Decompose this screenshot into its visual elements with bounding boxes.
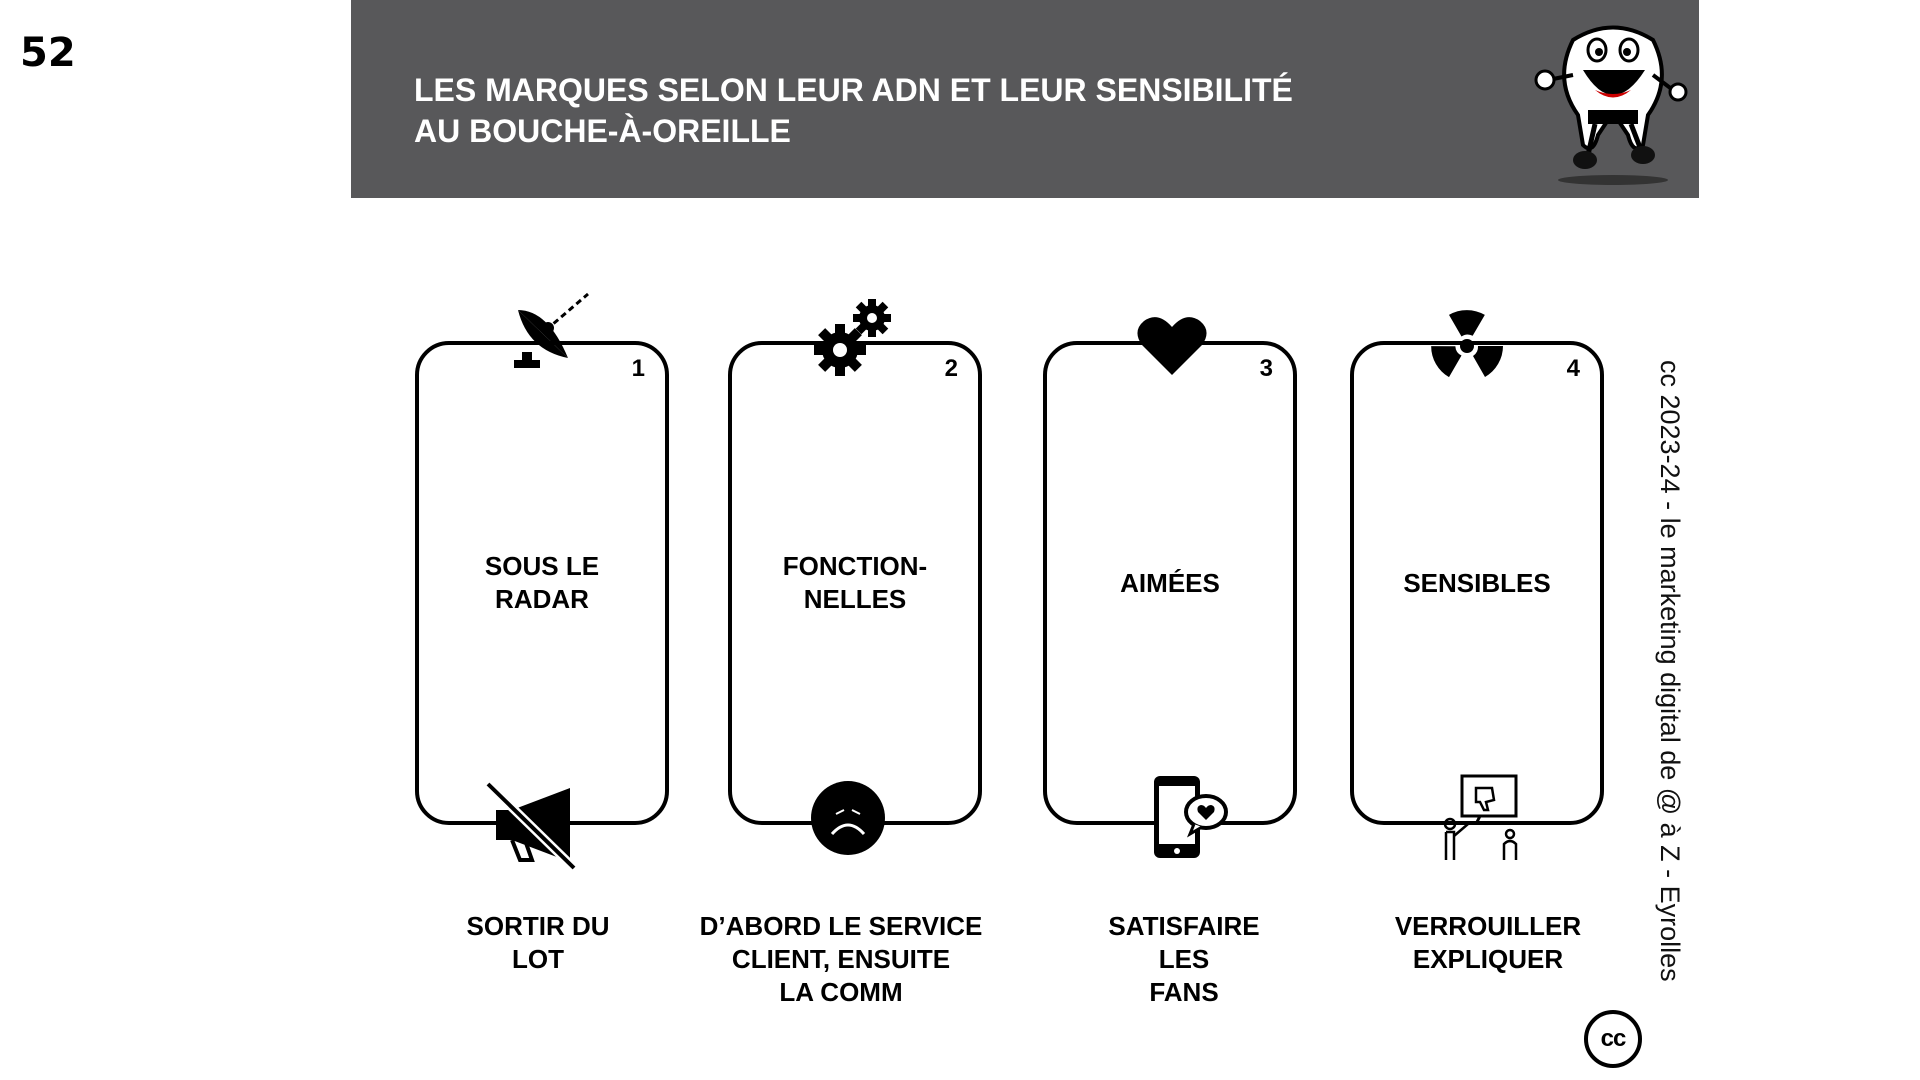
card-aimees xyxy=(1043,341,1297,825)
gears-icon xyxy=(812,296,896,380)
action-label: VERROUILLER EXPLIQUER xyxy=(1394,911,1582,974)
card-label: SOUS LE RADAR xyxy=(484,551,600,614)
action-label: SATISFAIRE LES FANS xyxy=(1108,911,1260,1007)
page-number: 52 xyxy=(20,30,76,76)
sad-face-icon xyxy=(810,780,886,856)
card-number: 1 xyxy=(631,355,645,382)
card-label: FONCTION- NELLES xyxy=(782,551,928,614)
action-label: SORTIR DU LOT xyxy=(466,911,610,974)
card-number: 2 xyxy=(944,355,958,382)
card-label: AIMÉES xyxy=(1120,567,1220,598)
creative-commons-badge: cc xyxy=(1584,1010,1642,1068)
card-number: 3 xyxy=(1259,355,1273,382)
laughing-tooth-mascot-icon xyxy=(1533,20,1693,190)
card-sous-le-radar xyxy=(415,341,669,825)
satellite-dish-icon xyxy=(508,290,592,374)
card-number: 4 xyxy=(1566,355,1580,382)
card-label: SENSIBLES xyxy=(1403,567,1551,598)
radiation-icon xyxy=(1429,308,1505,384)
thumbs-down-presentation-icon xyxy=(1436,774,1526,864)
page-title: LES MARQUES SELON LEUR ADN ET LEUR SENSIBILITÉ AU BOUCHE-À-OREILLE xyxy=(414,72,1293,149)
card-fonctionnelles xyxy=(728,341,982,825)
header-banner xyxy=(351,0,1699,198)
heart-icon xyxy=(1136,315,1208,377)
phone-heart-message-icon xyxy=(1150,774,1228,860)
credit-text: cc 2023-24 - le marketing digital de @ à Z - Eyrolles xyxy=(1655,360,1685,982)
action-label: D’ABORD LE SERVICE CLIENT, ENSUITE LA COMM xyxy=(699,911,983,1007)
muted-megaphone-icon xyxy=(482,780,582,870)
card-sensibles xyxy=(1350,341,1604,825)
